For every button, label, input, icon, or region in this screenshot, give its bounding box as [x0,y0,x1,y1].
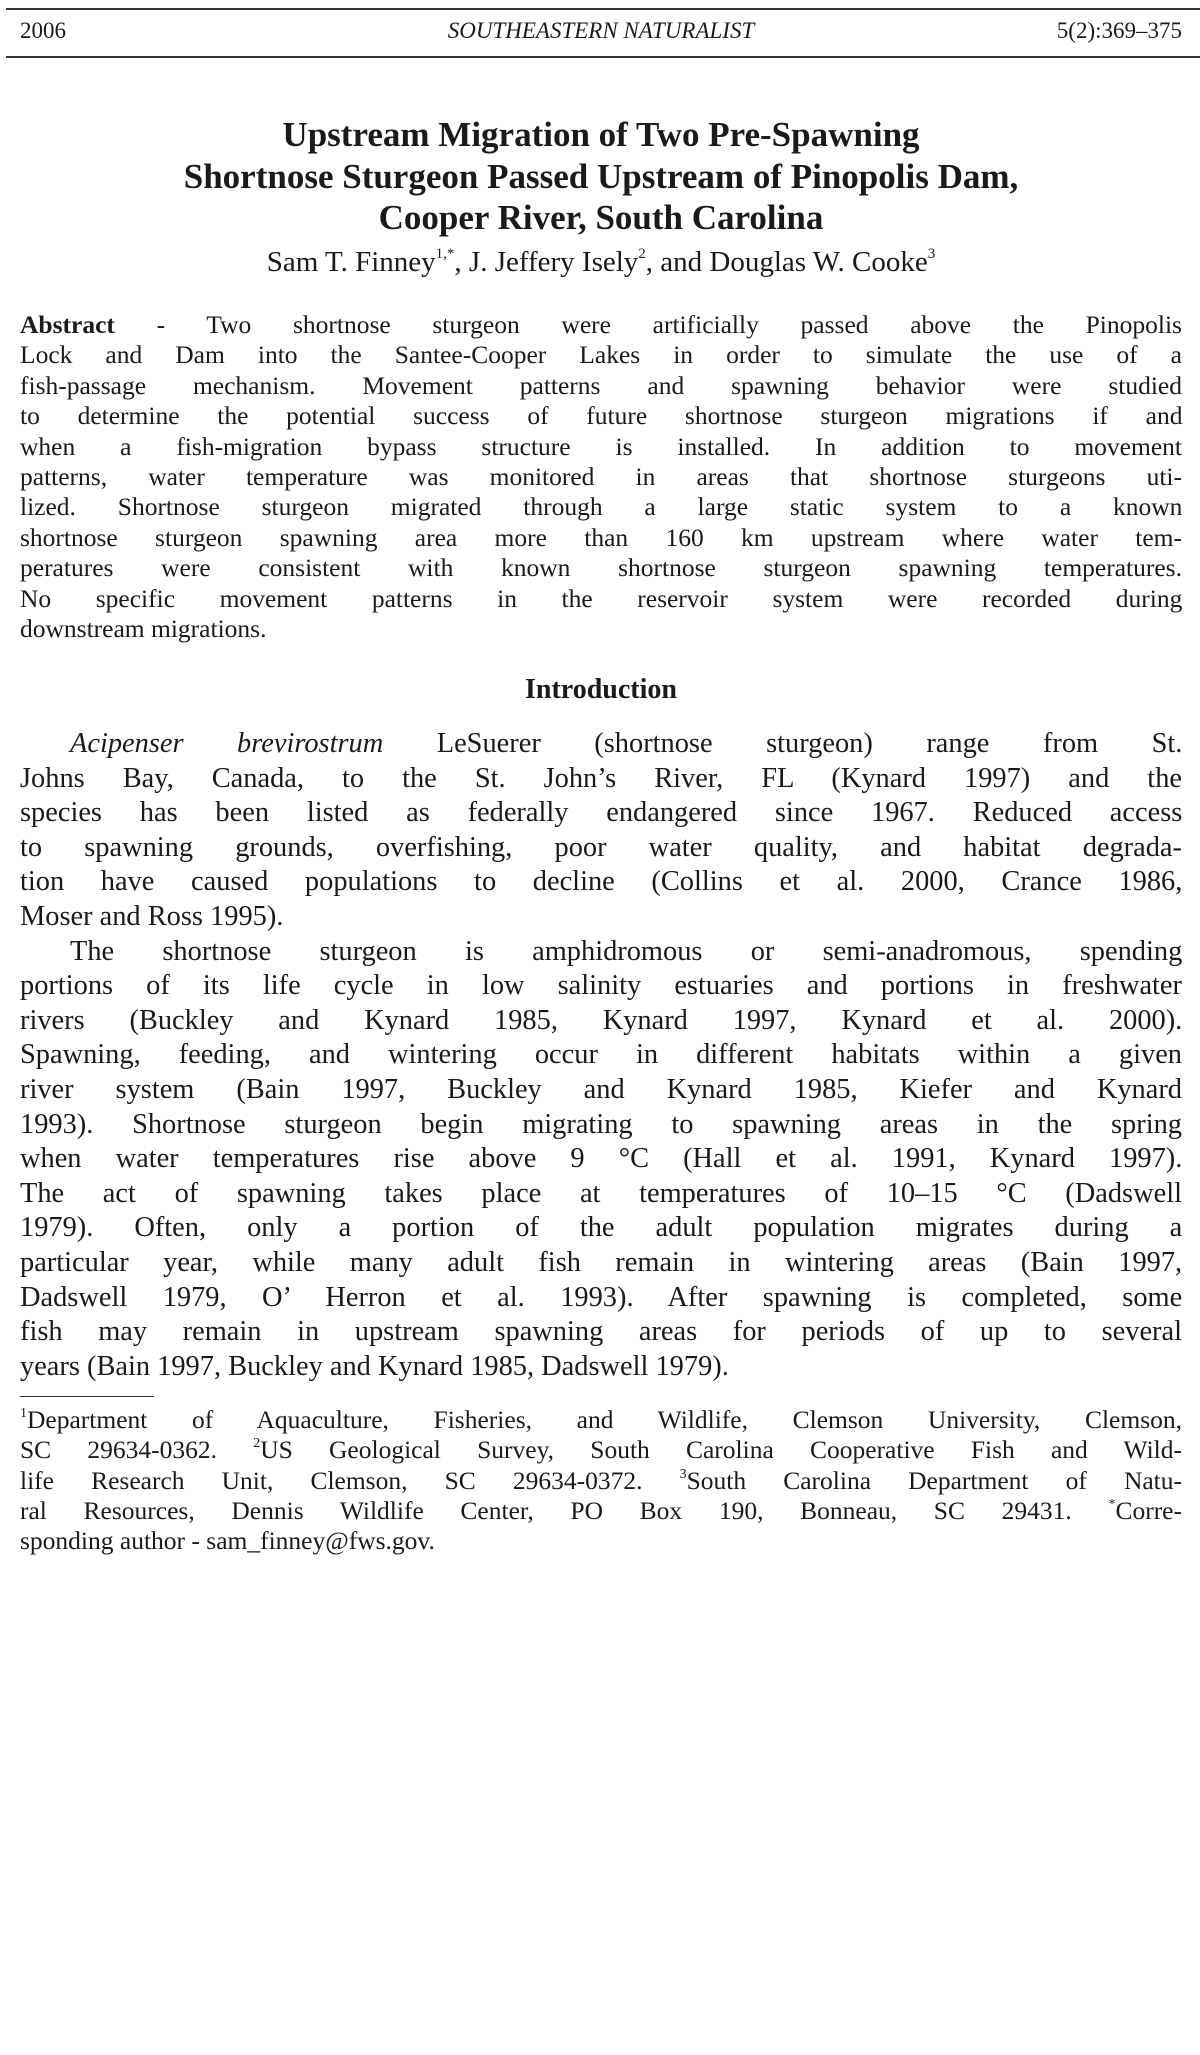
species-name: Acipenser brevirostrum [70,728,384,759]
paragraph-line: fish may remain in upstream spawning areas for periods of up to several [20,1316,1182,1348]
paragraph-line: years (Bain 1997, Buckley and Kynard 1985, Dadswell 1979). [20,1350,729,1382]
paragraph-line: Dadswell 1979, O’ Herron et al. 1993). After spawning is completed, some [20,1281,1183,1313]
abstract-line: lized. Shortnose sturgeon migrated through a large static system to a known [20,492,1183,522]
article-title [20,114,1182,239]
abstract-line: peratures were consistent with known shortnose sturgeon spawning temperatures. [20,553,1182,583]
introduction-body [20,727,1182,1384]
footnote-mark: 3 [679,1466,687,1482]
abstract-line: fish-passage mechanism. Movement patterns and spawning behavior were studied [20,370,1182,400]
paragraph-line: species has been listed as federally endangered since 1967. Reduced access [20,797,1183,829]
paragraph-line: 1993). Shortnose sturgeon begin migrating to spawning areas in the spring [20,1108,1182,1140]
paragraph-line: Moser and Ross 1995). [20,900,284,932]
author-affiliation-mark: 3 [927,246,936,262]
footnote-text: South Carolina Department of Natu- [686,1465,1183,1495]
footnote-mark: 1 [20,1406,27,1421]
running-head-year: 2006 [20,18,66,43]
abstract-line: Lock and Dam into the Santee-Cooper Lakes in order to simulate the use of a [20,340,1182,370]
abstract-line: patterns, water temperature was monitored in areas that shortnose sturgeons uti- [20,462,1182,492]
author-name: J. Jeffery Isely [468,246,639,278]
author-separator: , and [645,246,710,278]
footnote-text: ral Resources, Dennis Wildlife Center, PO Box 190, Bonneau, SC 29431. [20,1495,1109,1525]
paragraph-line: Johns Bay, Canada, to the St. John’s River, FL (Kynard 1997) and the [20,762,1182,794]
abstract-line: to determine the potential success of future shortnose sturgeon migrations if and [20,401,1183,431]
running-head-volume-pages: 5(2):369–375 [1056,18,1182,43]
paragraph-line: Spawning, feeding, and wintering occur in different habitats within a given [20,1039,1182,1071]
abstract-line: downstream migrations. [20,614,267,644]
paragraph-line: The act of spawning takes place at temperatures of 10–15 °C (Dadswell [20,1177,1182,1209]
footnote-text: life Research Unit, Clemson, SC 29634-0372. [20,1465,680,1495]
footnote-text: US Geological Survey, South Carolina Cooperative Fish and Wild- [260,1435,1182,1465]
paragraph-line: 1979). Often, only a portion of the adult population migrates during a [20,1212,1183,1244]
abstract-line: - Two shortnose sturgeon were artificially passed above the Pinopolis [156,310,1182,339]
paragraph-line: rivers (Buckley and Kynard 1985, Kynard 1997, Kynard et al. 2000). [20,1004,1183,1036]
footnote-separator [20,1396,154,1397]
paragraph-line: when water temperatures rise above 9 °C (Hall et al. 1991, Kynard 1997). [20,1143,1183,1175]
paragraph-line: portions of its life cycle in low salinity estuaries and portions in freshwater [20,970,1182,1002]
header-bottom-rule [6,56,1200,58]
corresponding-author-email: sponding author - sam_finney@fws.gov. [20,1526,435,1556]
footnote-text: SC 29634-0362. [20,1435,254,1465]
author-name: Sam T. Finney [266,246,436,278]
footnote-mark: * [1108,1496,1116,1512]
section-heading-introduction: Introduction [525,674,677,705]
footnote-text: Corre- [1115,1495,1182,1525]
title-line: Cooper River, South Carolina [378,198,824,237]
paragraph-line: to spawning grounds, overfishing, poor water quality, and habitat degrada- [20,831,1182,863]
paragraph-line: Acipenser brevirostrum LeSuerer (shortnose sturgeon) range from St. [70,728,1183,759]
running-head-journal: SOUTHEASTERN NATURALIST [447,18,755,43]
author-name: Douglas W. Cooke [709,246,928,278]
running-head [20,18,1182,46]
paragraph-line: tion have caused populations to decline (Collins et al. 2000, Crance 1986, [20,866,1183,898]
author-separator: , [454,246,469,278]
author-affiliation-mark: 2 [638,246,646,262]
header-top-rule [6,8,1200,10]
abstract-label: Abstract [20,310,115,339]
abstract [20,310,1182,644]
paragraph-line: particular year, while many adult fish remain in wintering areas (Bain 1997, [20,1246,1183,1278]
author-affiliation-mark: 1,* [435,246,455,262]
abstract-line: when a fish-migration bypass structure is installed. In addition to movement [20,431,1182,461]
paragraph-line: The shortnose sturgeon is amphidromous or semi-anadromous, spending [70,935,1183,967]
paragraph-line: river system (Bain 1997, Buckley and Kynard 1985, Kiefer and Kynard [20,1073,1182,1105]
footnote-mark: 2 [253,1436,261,1452]
affiliation-footnotes [20,1405,1182,1556]
author-list [20,244,1182,280]
title-line: Shortnose Sturgeon Passed Upstream of Pinopolis Dam, [183,156,1019,196]
footnote-text: Department of Aquaculture, Fisheries, and Wildlife, Clemson University, Clemson, [27,1405,1182,1434]
title-line: Upstream Migration of Two Pre-Spawning [282,115,920,154]
abstract-line: shortnose sturgeon spawning area more than 160 km upstream where water tem- [20,522,1182,552]
abstract-line: No specific movement patterns in the reservoir system were recorded during [20,583,1183,613]
